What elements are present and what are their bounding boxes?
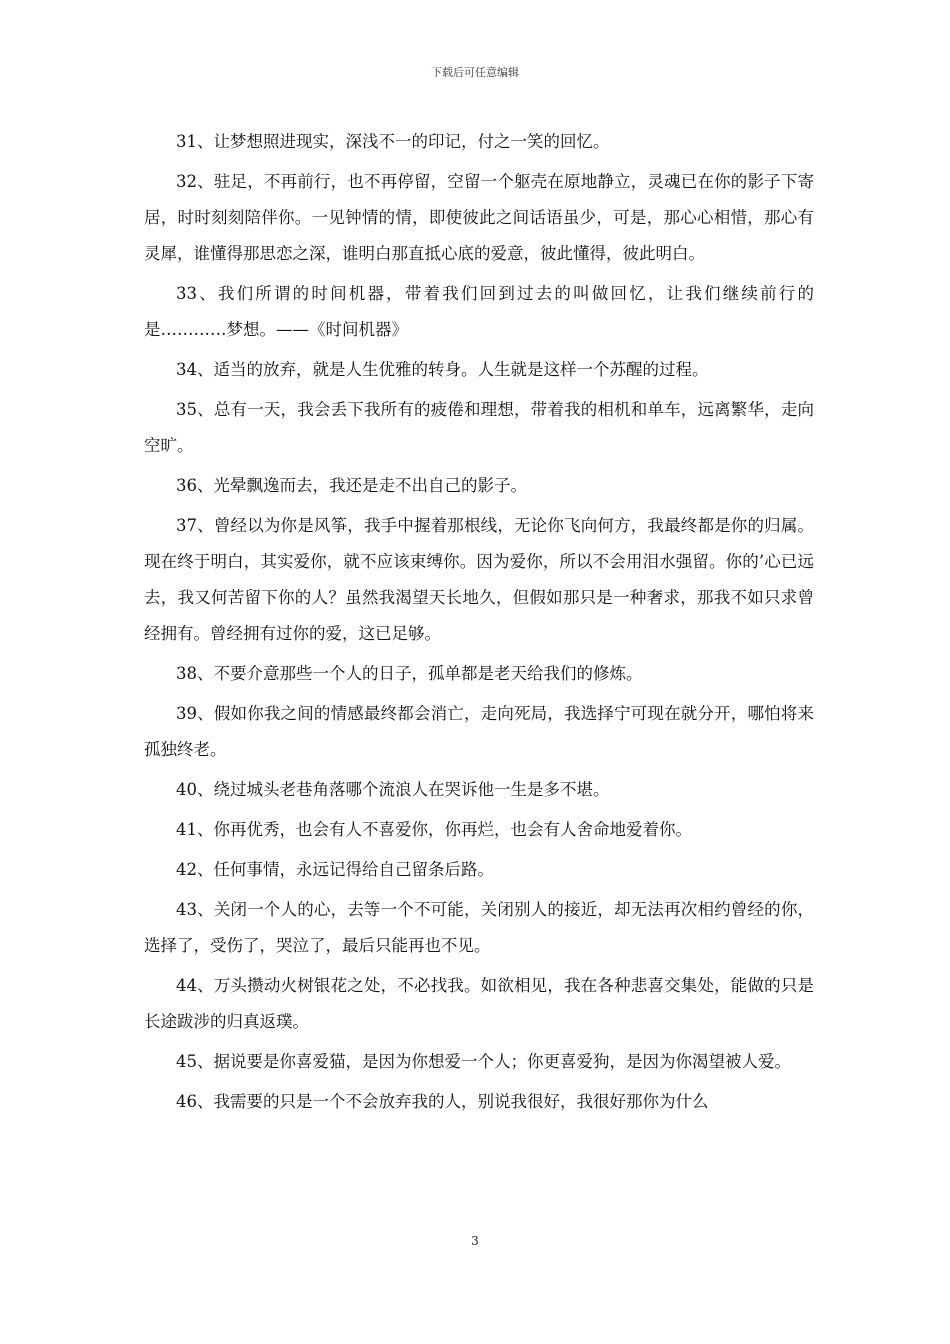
paragraph-34: 34、适当的放弃，就是人生优雅的转身。人生就是这样一个苏醒的过程。	[176, 360, 709, 379]
paragraph-38: 38、不要介意那些一个人的日子，孤单都是老天给我们的修炼。	[176, 664, 643, 683]
paragraph-32: 32、驻足，不再前行，也不再停留，空留一个躯壳在原地静立，灵魂已在你的影子下寄居，时时刻刻陪伴你。一见钟情的情，即使彼此之间话语虽少，可是，那心心相惜，那心有灵犀，谁懂得那思恋之深，谁明白那直抵心底的爱意，彼此懂得，彼此明白。	[144, 172, 814, 263]
paragraph-40: 40、绕过城头老巷角落哪个流浪人在哭诉他一生是多不堪。	[176, 780, 610, 799]
paragraph-46: 46、我需要的只是一个不会放弃我的人，别说我很好，我很好那你为什么	[176, 1092, 709, 1111]
page-number: 3	[471, 1234, 479, 1248]
paragraph-41: 41、你再优秀，也会有人不喜爱你，你再烂，也会有人舍命地爱着你。	[176, 820, 692, 839]
paragraph-36: 36、光晕飘逸而去，我还是走不出自己的影子。	[176, 476, 527, 495]
paragraph-44: 44、万头攒动火树银花之处，不必找我。如欲相见，我在各种悲喜交集处，能做的只是长途跋涉的归真返璞。	[144, 976, 814, 1031]
paragraph-43: 43、关闭一个人的心，去等一个不可能，关闭别人的接近，却无法再次相约曾经的你，选择了，受伤了，哭泣了，最后只能再也不见。	[144, 900, 814, 955]
paragraph-45: 45、据说要是你喜爱猫，是因为你想爱一个人；你更喜爱狗，是因为你渴望被人爱。	[176, 1052, 791, 1071]
paragraph-37: 37、曾经以为你是风筝，我手中握着那根线，无论你飞向何方，我最终都是你的归属。现在终于明白，其实爱你，就不应该束缚你。因为爱你，所以不会用泪水强留。你的’心已远去，我又何苦留下你的人？虽然我渴望天长地久，但假如那只是一种奢求，那我不如只求曾经拥有。曾经拥有过你的爱，这已足够。	[144, 516, 814, 643]
paragraph-33: 33、我们所谓的时间机器，带着我们回到过去的叫做回忆，让我们继续前行的是…………梦想。——《时间机器》	[144, 284, 814, 339]
paragraph-39: 39、假如你我之间的情感最终都会消亡，走向死局，我选择宁可现在就分开，哪怕将来孤独终老。	[144, 704, 814, 759]
document-body	[144, 124, 814, 1124]
paragraph-35: 35、总有一天，我会丢下我所有的疲倦和理想，带着我的相机和单车，远离繁华，走向空旷。	[144, 400, 814, 455]
paragraph-42: 42、任何事情，永远记得给自己留条后路。	[176, 860, 494, 879]
paragraph-31: 31、让梦想照进现实，深浅不一的印记，付之一笑的回忆。	[176, 132, 610, 151]
page-header: 下载后可任意编辑	[431, 66, 519, 79]
